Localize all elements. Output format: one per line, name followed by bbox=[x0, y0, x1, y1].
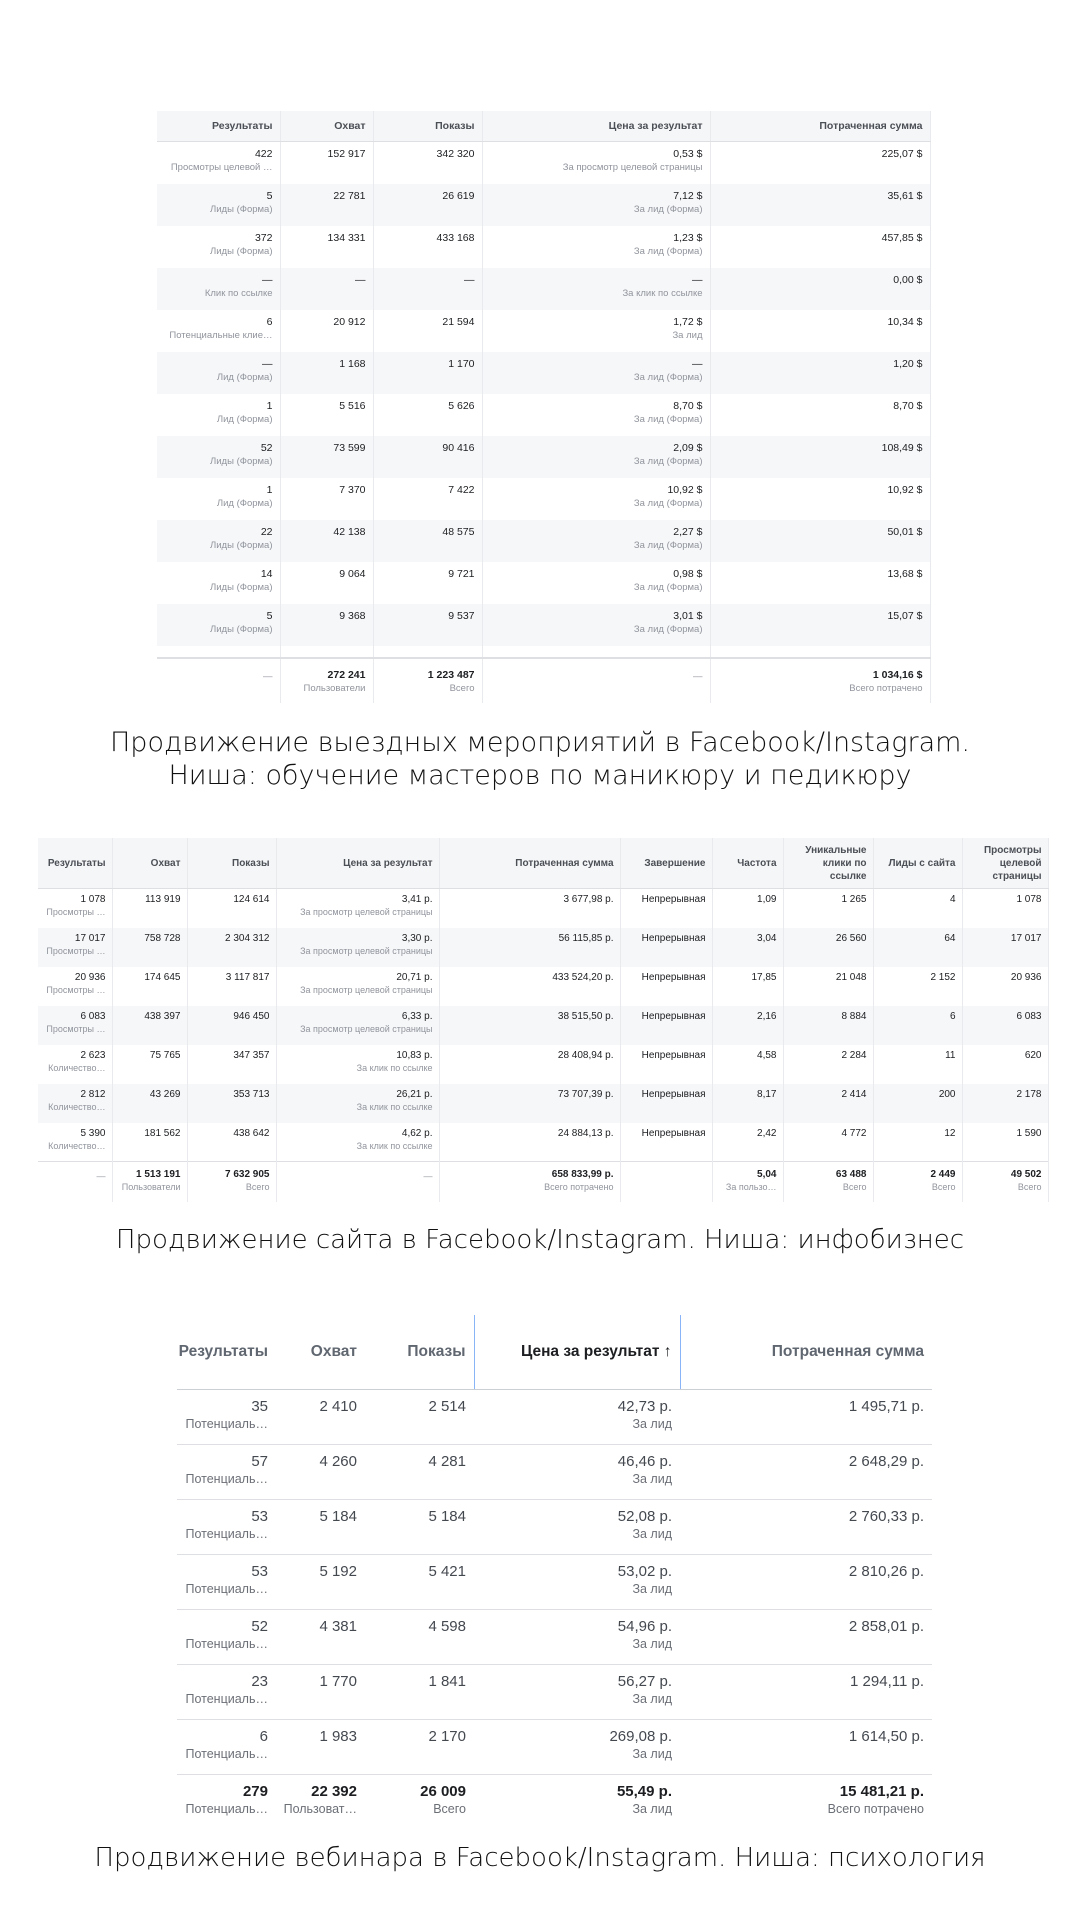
table-spacer bbox=[157, 646, 930, 658]
cell-impressions: 342 320 bbox=[373, 142, 482, 184]
cell-results: 14 Лиды (Форма) bbox=[157, 562, 280, 604]
cell-cost: 1,72 $ За лид bbox=[482, 310, 710, 352]
total-views: 49 502 Всего bbox=[962, 1162, 1048, 1202]
table-body bbox=[157, 142, 930, 703]
cell-views: 20 936 bbox=[962, 967, 1048, 1006]
cell-cost: 3,30 р. За просмотр целевой страницы bbox=[276, 928, 439, 967]
cell-results: 5 Лиды (Форма) bbox=[157, 604, 280, 646]
cell-cost: 10,92 $ За лид (Форма) bbox=[482, 478, 710, 520]
table-row[interactable] bbox=[157, 310, 930, 352]
cell-reach: 9 064 bbox=[280, 562, 373, 604]
total-frequency: 5,04 За пользо… bbox=[712, 1162, 783, 1202]
cell-reach: 22 781 bbox=[280, 184, 373, 226]
cell-spent: 56 115,85 р. bbox=[439, 928, 620, 967]
table-row[interactable] bbox=[38, 889, 1048, 928]
cell-end: Непрерывная bbox=[620, 1084, 712, 1123]
table-row[interactable] bbox=[177, 1390, 932, 1445]
cell-spent: 13,68 $ bbox=[710, 562, 930, 604]
cell-reach: 2 410 bbox=[276, 1390, 365, 1445]
cell-cost: 8,70 $ За лид (Форма) bbox=[482, 394, 710, 436]
column-header-end[interactable]: Завершение bbox=[620, 838, 712, 889]
cell-leads: 64 bbox=[873, 928, 962, 967]
total-results: — bbox=[157, 658, 280, 703]
total-impressions: 7 632 905 Всего bbox=[187, 1162, 276, 1202]
cell-cost: 6,33 р. За просмотр целевой страницы bbox=[276, 1006, 439, 1045]
cell-clicks: 4 772 bbox=[783, 1123, 873, 1162]
cell-results: 422 Просмотры целевой … bbox=[157, 142, 280, 184]
cell-spent: 0,00 $ bbox=[710, 268, 930, 310]
table-row[interactable] bbox=[38, 1045, 1048, 1084]
cell-spent: 3 677,98 р. bbox=[439, 889, 620, 928]
cell-leads: 200 bbox=[873, 1084, 962, 1123]
cell-results: 5 390 Количество… bbox=[38, 1123, 112, 1162]
cell-frequency: 2,42 bbox=[712, 1123, 783, 1162]
table-row[interactable] bbox=[177, 1500, 932, 1555]
table-row[interactable] bbox=[38, 1006, 1048, 1045]
cell-views: 2 178 bbox=[962, 1084, 1048, 1123]
cell-spent: 1 495,71 р. bbox=[680, 1390, 932, 1445]
cell-reach: 134 331 bbox=[280, 226, 373, 268]
cell-cost: 20,71 р. За просмотр целевой страницы bbox=[276, 967, 439, 1006]
cell-spent: 15,07 $ bbox=[710, 604, 930, 646]
cell-cost: 269,08 р. За лид bbox=[474, 1720, 680, 1775]
column-header-website-leads[interactable]: Лиды с сайта bbox=[873, 838, 962, 889]
cell-spent: 8,70 $ bbox=[710, 394, 930, 436]
column-header-results[interactable]: Результаты bbox=[177, 1315, 276, 1390]
column-header-amount-spent[interactable]: Потраченная сумма bbox=[710, 111, 930, 142]
total-reach: 1 513 191 Пользователи bbox=[112, 1162, 187, 1202]
cell-results: 53 Потенциаль… bbox=[177, 1500, 276, 1555]
cell-spent: 225,07 $ bbox=[710, 142, 930, 184]
cell-cost: 42,73 р. За лид bbox=[474, 1390, 680, 1445]
cell-results: 1 078 Просмотры … bbox=[38, 889, 112, 928]
cell-results: 5 Лиды (Форма) bbox=[157, 184, 280, 226]
table-row[interactable] bbox=[38, 967, 1048, 1006]
total-leads: 2 449 Всего bbox=[873, 1162, 962, 1202]
table-row[interactable] bbox=[157, 268, 930, 310]
cell-reach: 4 260 bbox=[276, 1445, 365, 1500]
cell-frequency: 1,09 bbox=[712, 889, 783, 928]
table-body bbox=[177, 1390, 932, 1830]
caption-line: Продвижение выездных мероприятий в Facebook/Instagram. bbox=[110, 727, 970, 758]
cell-cost: 0,98 $ За лид (Форма) bbox=[482, 562, 710, 604]
cell-views: 17 017 bbox=[962, 928, 1048, 967]
table-row[interactable] bbox=[157, 562, 930, 604]
cell-results: 1 Лид (Форма) bbox=[157, 394, 280, 436]
total-cost: — bbox=[276, 1162, 439, 1202]
cell-leads: 4 bbox=[873, 889, 962, 928]
table-header-row bbox=[38, 838, 1048, 889]
total-spent: 15 481,21 р. Всего потрачено bbox=[827, 1783, 924, 1816]
cell-reach: 9 368 bbox=[280, 604, 373, 646]
table-row[interactable] bbox=[157, 184, 930, 226]
column-header-unique-clicks[interactable]: Уникальные клики по ссылке bbox=[783, 838, 873, 889]
table-row[interactable] bbox=[157, 394, 930, 436]
cell-spent: 2 648,29 р. bbox=[680, 1445, 932, 1500]
total-reach: 272 241 Пользователи bbox=[280, 658, 373, 703]
cell-frequency: 17,85 bbox=[712, 967, 783, 1006]
cell-results: 35 Потенциаль… bbox=[177, 1390, 276, 1445]
cell-impressions: 9 537 bbox=[373, 604, 482, 646]
cell-reach: 20 912 bbox=[280, 310, 373, 352]
total-cost: — bbox=[482, 658, 710, 703]
table-row[interactable] bbox=[177, 1610, 932, 1665]
cell-impressions: 1 170 bbox=[373, 352, 482, 394]
cell-impressions: 3 117 817 bbox=[187, 967, 276, 1006]
column-header-impressions[interactable]: Показы bbox=[373, 111, 482, 142]
cell-results: 2 812 Количество… bbox=[38, 1084, 112, 1123]
ads-report-table-webinar bbox=[177, 1315, 932, 1830]
cell-clicks: 26 560 bbox=[783, 928, 873, 967]
total-results: 279 Потенциаль… bbox=[185, 1783, 268, 1816]
cell-leads: 2 152 bbox=[873, 967, 962, 1006]
total-cost: 55,49 р. За лид bbox=[616, 1783, 672, 1816]
cell-impressions: 2 170 bbox=[365, 1720, 474, 1775]
cell-spent: 2 810,26 р. bbox=[680, 1555, 932, 1610]
cell-cost: 46,46 р. За лид bbox=[474, 1445, 680, 1500]
cell-results: 6 Потенциальные клие… bbox=[157, 310, 280, 352]
cell-impressions: 21 594 bbox=[373, 310, 482, 352]
table-row[interactable] bbox=[157, 604, 930, 646]
column-header-cost-per-result[interactable]: Цена за результат bbox=[482, 111, 710, 142]
table-total-row bbox=[177, 1775, 932, 1830]
cell-reach: 5 184 bbox=[276, 1500, 365, 1555]
cell-impressions: 4 598 bbox=[365, 1610, 474, 1665]
cell-impressions: 7 422 bbox=[373, 478, 482, 520]
cell-reach: 7 370 bbox=[280, 478, 373, 520]
cell-reach: 438 397 bbox=[112, 1006, 187, 1045]
cell-reach: 1 770 bbox=[276, 1665, 365, 1720]
table-row[interactable] bbox=[157, 436, 930, 478]
cell-results: 57 Потенциаль… bbox=[177, 1445, 276, 1500]
caption-line: Ниша: обучение мастеров по маникюру и педикюру bbox=[168, 760, 912, 791]
cell-reach: 43 269 bbox=[112, 1084, 187, 1123]
cell-results: — Клик по ссылке bbox=[157, 268, 280, 310]
column-header-landing-views[interactable]: Просмотры целевой страницы bbox=[962, 838, 1048, 889]
total-spent: 1 034,16 $ Всего потрачено bbox=[710, 658, 930, 703]
cell-cost: 7,12 $ За лид (Форма) bbox=[482, 184, 710, 226]
total-impressions: 26 009 Всего bbox=[420, 1783, 466, 1816]
cell-reach: 75 765 bbox=[112, 1045, 187, 1084]
total-reach: 22 392 Пользоват… bbox=[283, 1783, 357, 1816]
cell-spent: 28 408,94 р. bbox=[439, 1045, 620, 1084]
cell-reach: 152 917 bbox=[280, 142, 373, 184]
caption-website bbox=[0, 1224, 1080, 1257]
results-table bbox=[157, 111, 931, 703]
table-row[interactable] bbox=[157, 142, 930, 184]
cell-impressions: 48 575 bbox=[373, 520, 482, 562]
cell-impressions: — bbox=[373, 268, 482, 310]
cell-spent: 433 524,20 р. bbox=[439, 967, 620, 1006]
cell-cost: 53,02 р. За лид bbox=[474, 1555, 680, 1610]
column-header-results[interactable]: Результаты bbox=[157, 111, 280, 142]
cell-spent: 2 858,01 р. bbox=[680, 1610, 932, 1665]
cell-impressions: 347 357 bbox=[187, 1045, 276, 1084]
cell-clicks: 2 284 bbox=[783, 1045, 873, 1084]
cell-impressions: 5 421 bbox=[365, 1555, 474, 1610]
cell-clicks: 8 884 bbox=[783, 1006, 873, 1045]
column-header-frequency[interactable]: Частота bbox=[712, 838, 783, 889]
cell-impressions: 2 514 bbox=[365, 1390, 474, 1445]
cell-spent: 1 614,50 р. bbox=[680, 1720, 932, 1775]
cell-cost: 3,01 $ За лид (Форма) bbox=[482, 604, 710, 646]
cell-impressions: 4 281 bbox=[365, 1445, 474, 1500]
cell-impressions: 5 626 bbox=[373, 394, 482, 436]
cell-views: 620 bbox=[962, 1045, 1048, 1084]
cell-cost: 3,41 р. За просмотр целевой страницы bbox=[276, 889, 439, 928]
cell-results: 23 Потенциаль… bbox=[177, 1665, 276, 1720]
cell-impressions: 353 713 bbox=[187, 1084, 276, 1123]
table-row[interactable] bbox=[177, 1445, 932, 1500]
column-header-impressions[interactable]: Показы bbox=[365, 1315, 474, 1390]
ads-report-table-website bbox=[38, 838, 1049, 1202]
cell-reach: 174 645 bbox=[112, 967, 187, 1006]
cell-end: Непрерывная bbox=[620, 1006, 712, 1045]
total-clicks: 63 488 Всего bbox=[783, 1162, 873, 1202]
cell-end: Непрерывная bbox=[620, 967, 712, 1006]
cell-reach: 758 728 bbox=[112, 928, 187, 967]
sort-ascending-icon: ↑ bbox=[663, 1343, 672, 1360]
cell-results: 52 Лиды (Форма) bbox=[157, 436, 280, 478]
column-header-results[interactable]: Результаты bbox=[38, 838, 112, 889]
cell-views: 1 078 bbox=[962, 889, 1048, 928]
cell-reach: 1 983 bbox=[276, 1720, 365, 1775]
cell-reach: — bbox=[280, 268, 373, 310]
cell-impressions: 2 304 312 bbox=[187, 928, 276, 967]
column-header-reach[interactable]: Охват bbox=[112, 838, 187, 889]
ads-report-table-events bbox=[157, 111, 931, 703]
total-spent: 658 833,99 р. Всего потрачено bbox=[439, 1162, 620, 1202]
cell-spent: 50,01 $ bbox=[710, 520, 930, 562]
cell-results: 20 936 Просмотры … bbox=[38, 967, 112, 1006]
cell-results: — Лид (Форма) bbox=[157, 352, 280, 394]
cell-results: 17 017 Просмотры … bbox=[38, 928, 112, 967]
cell-results: 22 Лиды (Форма) bbox=[157, 520, 280, 562]
cell-end: Непрерывная bbox=[620, 1123, 712, 1162]
table-row[interactable] bbox=[177, 1665, 932, 1720]
cell-spent: 10,92 $ bbox=[710, 478, 930, 520]
column-header-amount-spent[interactable]: Потраченная сумма bbox=[680, 1315, 932, 1390]
table-total-row bbox=[38, 1162, 1048, 1202]
cell-spent: 1 294,11 р. bbox=[680, 1665, 932, 1720]
cell-frequency: 3,04 bbox=[712, 928, 783, 967]
cell-spent: 35,61 $ bbox=[710, 184, 930, 226]
table-row[interactable] bbox=[157, 226, 930, 268]
column-header-reach[interactable]: Охват bbox=[280, 111, 373, 142]
cell-cost: — За клик по ссылке bbox=[482, 268, 710, 310]
cell-spent: 2 760,33 р. bbox=[680, 1500, 932, 1555]
results-table bbox=[38, 838, 1049, 1202]
total-impressions: 1 223 487 Всего bbox=[373, 658, 482, 703]
cell-impressions: 124 614 bbox=[187, 889, 276, 928]
cell-spent: 108,49 $ bbox=[710, 436, 930, 478]
cell-impressions: 9 721 bbox=[373, 562, 482, 604]
table-row[interactable] bbox=[177, 1720, 932, 1775]
cell-results: 6 083 Просмотры … bbox=[38, 1006, 112, 1045]
cell-impressions: 1 841 bbox=[365, 1665, 474, 1720]
cell-cost: 56,27 р. За лид bbox=[474, 1665, 680, 1720]
table-row[interactable] bbox=[38, 1123, 1048, 1162]
cell-reach: 73 599 bbox=[280, 436, 373, 478]
cell-impressions: 90 416 bbox=[373, 436, 482, 478]
cell-spent: 38 515,50 р. bbox=[439, 1006, 620, 1045]
results-table bbox=[177, 1315, 932, 1830]
cell-reach: 181 562 bbox=[112, 1123, 187, 1162]
cell-end: Непрерывная bbox=[620, 889, 712, 928]
cell-impressions: 5 184 bbox=[365, 1500, 474, 1555]
cell-spent: 1,20 $ bbox=[710, 352, 930, 394]
cell-leads: 6 bbox=[873, 1006, 962, 1045]
column-header-reach[interactable]: Охват bbox=[276, 1315, 365, 1390]
table-row[interactable] bbox=[157, 478, 930, 520]
caption-line: Продвижение сайта в Facebook/Instagram. Ниша: инфобизнес bbox=[115, 1225, 965, 1255]
cell-results: 372 Лиды (Форма) bbox=[157, 226, 280, 268]
caption-webinar bbox=[0, 1842, 1080, 1875]
table-row[interactable] bbox=[38, 1084, 1048, 1123]
cell-cost: — За лид (Форма) bbox=[482, 352, 710, 394]
cell-results: 52 Потенциаль… bbox=[177, 1610, 276, 1665]
cell-frequency: 4,58 bbox=[712, 1045, 783, 1084]
table-body bbox=[38, 889, 1048, 1202]
cell-cost: 2,27 $ За лид (Форма) bbox=[482, 520, 710, 562]
table-header-row bbox=[157, 111, 930, 142]
cell-cost: 4,62 р. За клик по ссылке bbox=[276, 1123, 439, 1162]
column-header-cost-per-result[interactable]: Цена за результат bbox=[276, 838, 439, 889]
table-row[interactable] bbox=[157, 520, 930, 562]
cell-cost: 52,08 р. За лид bbox=[474, 1500, 680, 1555]
total-end bbox=[620, 1162, 712, 1202]
cell-reach: 1 168 bbox=[280, 352, 373, 394]
table-row[interactable] bbox=[177, 1555, 932, 1610]
cell-spent: 457,85 $ bbox=[710, 226, 930, 268]
cell-cost: 0,53 $ За просмотр целевой страницы bbox=[482, 142, 710, 184]
table-header-row bbox=[177, 1315, 932, 1390]
cell-reach: 5 192 bbox=[276, 1555, 365, 1610]
cell-clicks: 21 048 bbox=[783, 967, 873, 1006]
cell-reach: 113 919 bbox=[112, 889, 187, 928]
cell-results: 6 Потенциаль… bbox=[177, 1720, 276, 1775]
cell-end: Непрерывная bbox=[620, 1045, 712, 1084]
table-total-row bbox=[157, 658, 930, 703]
cell-clicks: 2 414 bbox=[783, 1084, 873, 1123]
cell-reach: 5 516 bbox=[280, 394, 373, 436]
table-row[interactable] bbox=[157, 352, 930, 394]
cell-frequency: 2,16 bbox=[712, 1006, 783, 1045]
cell-results: 53 Потенциаль… bbox=[177, 1555, 276, 1610]
cell-reach: 42 138 bbox=[280, 520, 373, 562]
cell-cost: 26,21 р. За клик по ссылке bbox=[276, 1084, 439, 1123]
cell-cost: 54,96 р. За лид bbox=[474, 1610, 680, 1665]
caption-line: Продвижение вебинара в Facebook/Instagram. Ниша: психология bbox=[94, 1843, 986, 1873]
cell-clicks: 1 265 bbox=[783, 889, 873, 928]
cell-views: 6 083 bbox=[962, 1006, 1048, 1045]
cell-results: 2 623 Количество… bbox=[38, 1045, 112, 1084]
cell-leads: 11 bbox=[873, 1045, 962, 1084]
cell-results: 1 Лид (Форма) bbox=[157, 478, 280, 520]
table-row[interactable] bbox=[38, 928, 1048, 967]
cell-impressions: 946 450 bbox=[187, 1006, 276, 1045]
caption-events bbox=[0, 726, 1080, 792]
cell-impressions: 26 619 bbox=[373, 184, 482, 226]
cell-cost: 2,09 $ За лид (Форма) bbox=[482, 436, 710, 478]
column-header-cost-per-result[interactable]: Цена за результат ↑ bbox=[474, 1315, 680, 1390]
cell-views: 1 590 bbox=[962, 1123, 1048, 1162]
cell-spent: 24 884,13 р. bbox=[439, 1123, 620, 1162]
column-header-amount-spent[interactable]: Потраченная сумма bbox=[439, 838, 620, 889]
cell-cost: 1,23 $ За лид (Форма) bbox=[482, 226, 710, 268]
column-header-impressions[interactable]: Показы bbox=[187, 838, 276, 889]
cell-frequency: 8,17 bbox=[712, 1084, 783, 1123]
cell-impressions: 433 168 bbox=[373, 226, 482, 268]
cell-impressions: 438 642 bbox=[187, 1123, 276, 1162]
cell-spent: 10,34 $ bbox=[710, 310, 930, 352]
cell-spent: 73 707,39 р. bbox=[439, 1084, 620, 1123]
cell-reach: 4 381 bbox=[276, 1610, 365, 1665]
total-results: — bbox=[38, 1162, 112, 1202]
cell-leads: 12 bbox=[873, 1123, 962, 1162]
cell-cost: 10,83 р. За клик по ссылке bbox=[276, 1045, 439, 1084]
cell-end: Непрерывная bbox=[620, 928, 712, 967]
